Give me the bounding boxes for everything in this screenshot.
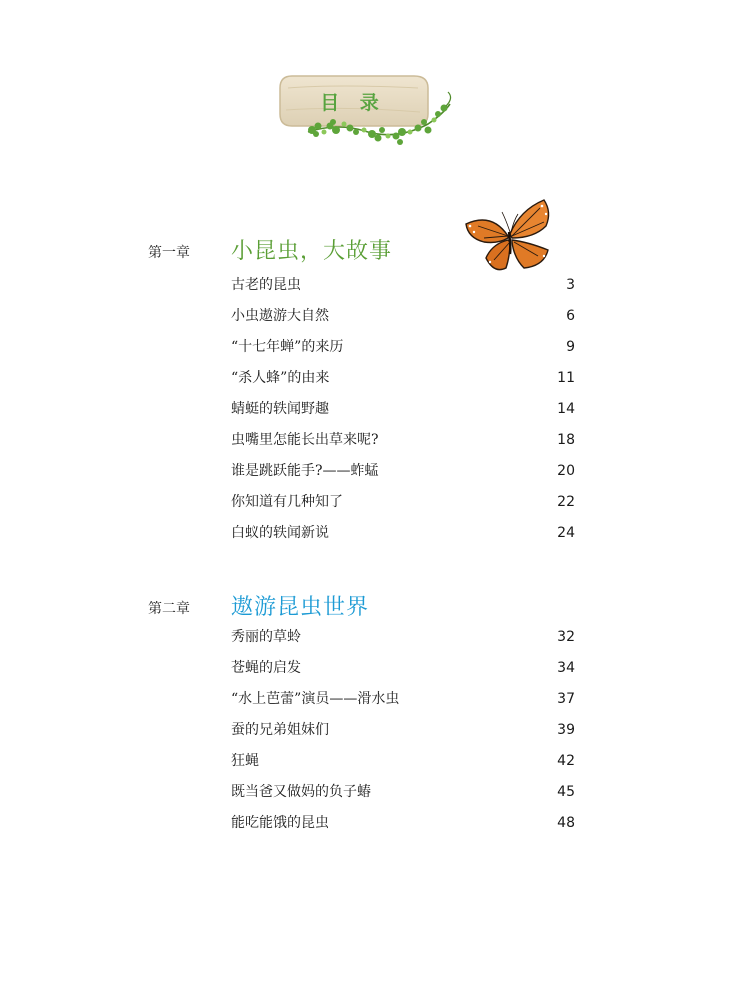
entry-title: 蜻蜓的轶闻野趣 [231, 401, 329, 417]
entry-title: “水上芭蕾”演员——滑水虫 [231, 691, 400, 707]
entry-title: “杀人蜂”的由来 [231, 370, 330, 386]
chapter-heading-2 [0, 590, 730, 620]
entry-page: 39 [557, 722, 575, 738]
entry-page: 11 [557, 370, 575, 386]
toc-entry[interactable] [231, 429, 575, 460]
entry-page: 45 [557, 784, 575, 800]
entry-page: 48 [557, 815, 575, 831]
toc-entry[interactable] [231, 781, 575, 812]
entry-title: 谁是跳跃能手?——蚱蜢 [231, 463, 379, 479]
entry-page: 22 [557, 494, 575, 510]
entry-page: 37 [557, 691, 575, 707]
chapter-1-entries [231, 274, 575, 553]
toc-entry[interactable] [231, 657, 575, 688]
entry-title: 既当爸又做妈的负子蝽 [231, 784, 371, 800]
entry-page: 9 [566, 339, 575, 355]
entry-title: 白蚁的轶闻新说 [231, 525, 329, 541]
entry-title: 你知道有几种知了 [231, 494, 343, 510]
contents-plaque [278, 74, 456, 152]
entry-title: 古老的昆虫 [231, 277, 301, 293]
chapter-label: 第一章 [148, 245, 190, 261]
entry-page: 14 [557, 401, 575, 417]
entry-title: 小虫遨游大自然 [231, 308, 329, 324]
toc-entry[interactable] [231, 719, 575, 750]
entry-title: “十七年蝉”的来历 [231, 339, 344, 355]
entry-page: 3 [566, 277, 575, 293]
entry-page: 24 [557, 525, 575, 541]
toc-entry[interactable] [231, 367, 575, 398]
entry-page: 34 [557, 660, 575, 676]
entry-title: 蚕的兄弟姐妹们 [231, 722, 329, 738]
toc-entry[interactable] [231, 305, 575, 336]
chapter-label: 第二章 [148, 601, 190, 617]
chapter-2-entries [231, 626, 575, 843]
toc-entry[interactable] [231, 336, 575, 367]
toc-entry[interactable] [231, 750, 575, 781]
entry-page: 6 [566, 308, 575, 324]
entry-title: 狂蝇 [231, 753, 259, 769]
toc-entry[interactable] [231, 812, 575, 843]
toc-entry[interactable] [231, 491, 575, 522]
entry-page: 20 [557, 463, 575, 479]
entry-page: 18 [557, 432, 575, 448]
page-title: 目 录 [320, 92, 386, 114]
entry-title: 能吃能饿的昆虫 [231, 815, 329, 831]
toc-entry[interactable] [231, 274, 575, 305]
chapter-title[interactable]: 小昆虫，大故事 [231, 239, 393, 264]
entry-page: 32 [557, 629, 575, 645]
entry-title: 苍蝇的启发 [231, 660, 301, 676]
toc-entry[interactable] [231, 626, 575, 657]
entry-title: 秀丽的草蛉 [231, 629, 301, 645]
chapter-title[interactable]: 遨游昆虫世界 [231, 595, 370, 620]
toc-entry[interactable] [231, 522, 575, 553]
toc-entry[interactable] [231, 398, 575, 429]
toc-entry[interactable] [231, 460, 575, 491]
toc-entry[interactable] [231, 688, 575, 719]
chapter-heading-1 [0, 234, 730, 264]
entry-page: 42 [557, 753, 575, 769]
entry-title: 虫嘴里怎能长出草来呢? [231, 432, 379, 448]
